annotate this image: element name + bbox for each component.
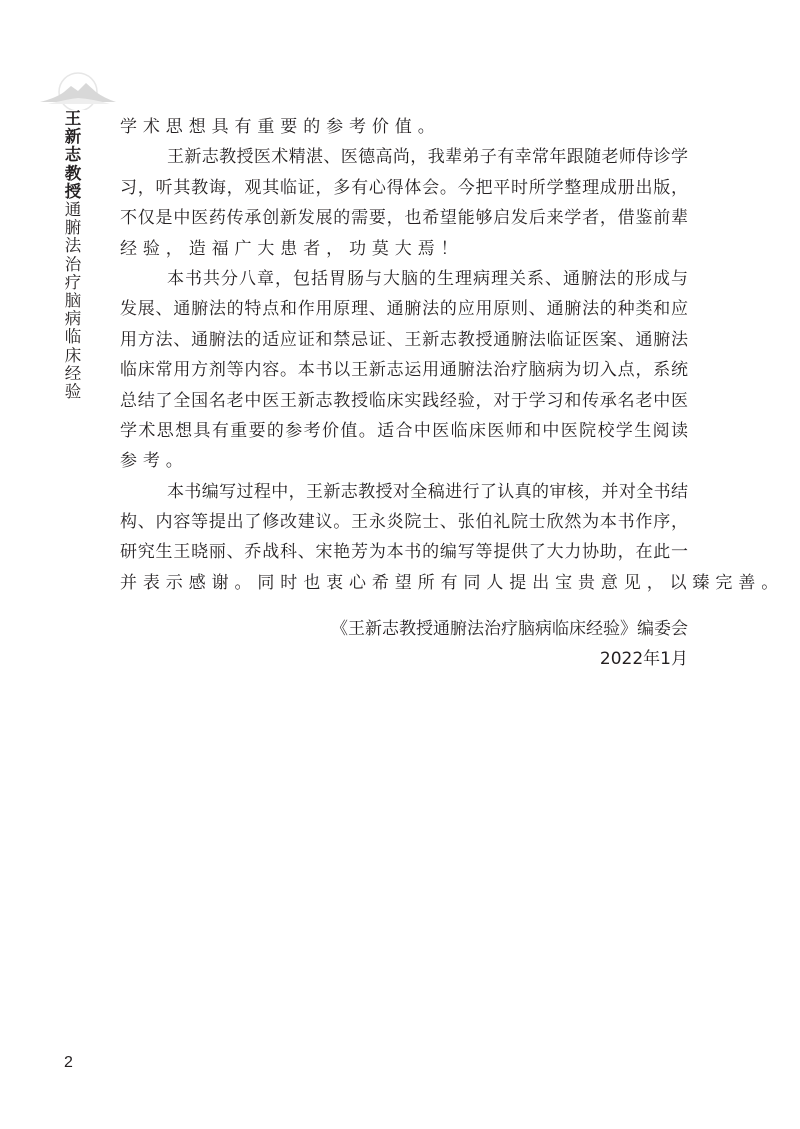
- running-title-char: 腑: [64, 218, 82, 238]
- running-title-char: 授: [64, 181, 82, 201]
- running-title: [62, 110, 84, 401]
- running-title-char: 疗: [64, 272, 82, 292]
- text-line: 发展、通腑法的特点和作用原理、通腑法的应用原则、通腑法的种类和应: [120, 299, 688, 320]
- text-line: 参考。: [120, 451, 189, 472]
- running-title-char: 法: [64, 236, 82, 256]
- text-line: 王新志教授医术精湛、医德高尚，我辈弟子有幸常年跟随老师侍诊学: [167, 147, 688, 168]
- running-title-char: 病: [64, 309, 82, 329]
- running-title-char: 经: [64, 363, 82, 383]
- signature-date: 2022年1月: [599, 649, 688, 669]
- text-line: 学术思想具有重要的参考价值。适合中医临床医师和中医院校学生阅读: [120, 420, 688, 441]
- text-line: 学术思想具有重要的参考价值。: [120, 117, 441, 137]
- running-title-char: 新: [64, 127, 82, 147]
- running-title-char: 志: [64, 145, 82, 165]
- page-number: 2: [64, 1054, 73, 1071]
- running-title-char: 临: [64, 327, 82, 347]
- text-line: 习，听其教诲，观其临证，多有心得体会。今把平时所学整理成册出版，: [120, 177, 688, 198]
- text-line: 并表示感谢。同时也衷心希望所有同人提出宝贵意见，以臻完善。: [120, 572, 785, 593]
- signature-committee: 《王新志教授通腑法治疗脑病临床经验》编委会: [331, 619, 688, 639]
- running-title-char: 教: [64, 163, 82, 183]
- running-title-char: 验: [64, 382, 82, 402]
- paragraph: [120, 264, 688, 477]
- text-line: 本书编写过程中，王新志教授对全稿进行了认真的审核，并对全书结: [167, 481, 688, 502]
- paragraph: [120, 477, 785, 599]
- running-title-char: 治: [64, 254, 82, 274]
- mountain-logo-icon: [38, 68, 118, 110]
- running-title-char: 床: [64, 345, 82, 365]
- paragraph: [120, 142, 688, 264]
- text-line: 总结了全国名老中医王新志教授临床实践经验，对于学习和传承名老中医: [120, 390, 688, 411]
- text-line: 研究生王晓丽、乔战科、宋艳芳为本书的编写等提供了大力协助，在此一: [120, 542, 688, 563]
- text-line: 构、内容等提出了修改建议。王永炎院士、张伯礼院士欣然为本书作序，: [120, 512, 688, 533]
- signature: [331, 614, 688, 674]
- text-line: 用方法、通腑法的适应证和禁忌证、王新志教授通腑法临证医案、通腑法: [120, 329, 688, 350]
- text-line: 不仅是中医药传承创新发展的需要，也希望能够启发后来学者，借鉴前辈: [120, 208, 688, 229]
- text-line: 临床常用方剂等内容。本书以王新志运用通腑法治疗脑病为切入点，系统: [120, 360, 688, 381]
- running-title-char: 脑: [64, 291, 82, 311]
- body-text: [120, 112, 785, 598]
- text-line: 经验，造福广大患者，功莫大焉！: [120, 238, 464, 259]
- text-line: 本书共分八章，包括胃肠与大脑的生理病理关系、通腑法的形成与: [167, 268, 688, 289]
- running-title-char: 通: [64, 200, 82, 220]
- paragraph: [120, 112, 688, 142]
- running-title-char: 王: [64, 109, 82, 128]
